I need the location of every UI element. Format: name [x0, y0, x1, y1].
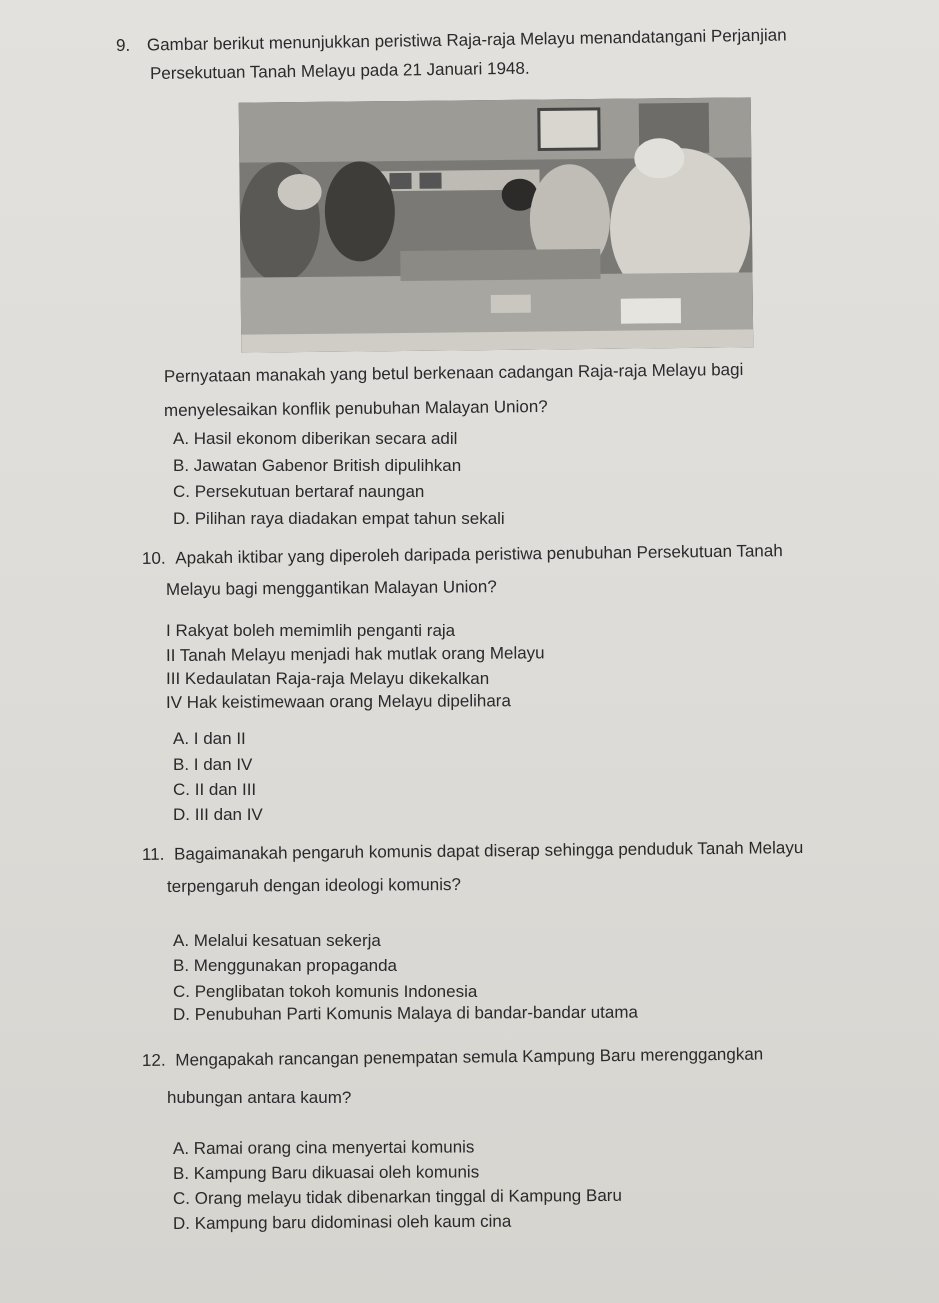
q10-number: 10.: [141, 548, 166, 568]
q10-statement-1: I Rakyat boleh memimlih penganti raja: [166, 621, 456, 640]
q10-statement-3: III Kedaulatan Raja-raja Melayu dikekalkan: [166, 669, 490, 688]
q10-option-d[interactable]: D. III dan IV: [173, 805, 263, 824]
q10-option-c[interactable]: C. II dan III: [173, 780, 257, 799]
historical-signing-photo: [239, 97, 754, 352]
q12-option-b[interactable]: B. Kampung Baru dikuasai oleh komunis: [172, 1162, 480, 1183]
q9-option-c[interactable]: C. Persekutuan bertaraf naungan: [173, 482, 425, 501]
q11-option-c[interactable]: C. Penglibatan tokoh komunis Indonesia: [173, 982, 478, 1001]
q9-question-line1: Pernyataan manakah yang betul berkenaan cadangan Raja-raja Melayu bagi: [163, 359, 744, 386]
q9-number: 9.: [115, 35, 131, 55]
q12-option-c[interactable]: C. Orang melayu tidak dibenarkan tinggal di Kampung Baru: [172, 1185, 622, 1208]
q9-stem-line2: Persekutuan Tanah Melayu pada 21 Januari 1948.: [149, 58, 530, 83]
q10-statement-4: IV Hak keistimewaan orang Melayu dipelihara: [165, 691, 511, 712]
q9-option-d[interactable]: D. Pilihan raya diadakan empat tahun sekali: [173, 509, 505, 528]
q11-number: 11.: [141, 844, 165, 864]
q12-option-d[interactable]: D. Kampung baru didominasi oleh kaum cina: [172, 1211, 512, 1233]
q9-stem-line1: 9. Gambar berikut menunjukkan peristiwa Raja-raja Melayu menandatangani Perjanjian: [115, 25, 787, 55]
q11-option-b[interactable]: B. Menggunakan propaganda: [173, 956, 398, 975]
q10-option-a[interactable]: A. I dan II: [173, 729, 246, 748]
q12-stem-line2: hubungan antara kaum?: [167, 1088, 352, 1107]
q12-option-a[interactable]: A. Ramai orang cina menyertai komunis: [172, 1137, 475, 1158]
photo-image: [239, 97, 754, 352]
q9-option-b[interactable]: B. Jawatan Gabenor British dipulihkan: [173, 456, 462, 475]
q11-stem-line2: terpengaruh dengan ideologi komunis?: [166, 874, 462, 896]
q10-option-b[interactable]: B. I dan IV: [173, 755, 253, 774]
q12-number: 12.: [141, 1050, 166, 1070]
q10-statement-2: II Tanah Melayu menjadi hak mutlak orang Melayu: [165, 643, 545, 665]
q11-stem-line1: 11. Bagaimanakah pengaruh komunis dapat diserap sehingga penduduk Tanah Melayu: [141, 838, 804, 864]
q11-option-d[interactable]: D. Penubuhan Parti Komunis Malaya di bandar-bandar utama: [172, 1002, 638, 1024]
q11-option-a[interactable]: A. Melalui kesatuan sekerja: [173, 931, 381, 950]
q10-stem-line2: Melayu bagi menggantikan Malayan Union?: [165, 577, 497, 599]
q10-stem-line1: 10. Apakah iktibar yang diperoleh daripada peristiwa penubuhan Persekutuan Tanah: [141, 541, 783, 568]
q9-question-line2: menyelesaikan konflik penubuhan Malayan Union?: [163, 396, 548, 420]
q12-stem-line1: 12. Mengapakah rancangan penempatan semula Kampung Baru merenggangkan: [141, 1044, 764, 1070]
q9-option-a[interactable]: A. Hasil ekonom diberikan secara adil: [173, 429, 458, 448]
